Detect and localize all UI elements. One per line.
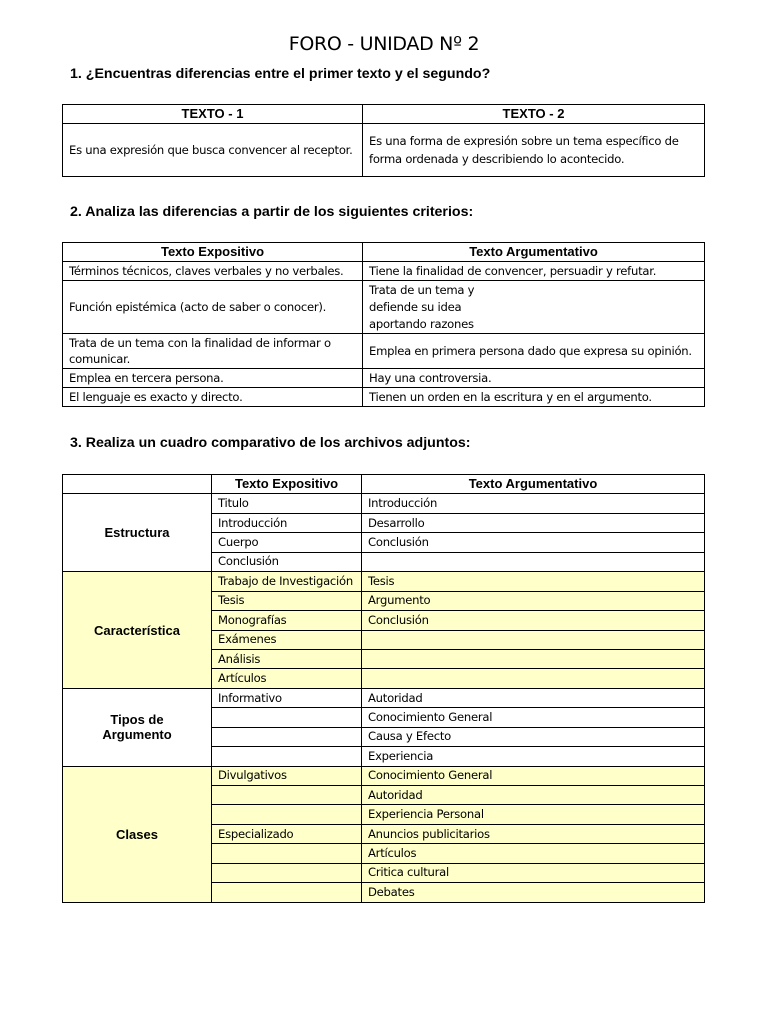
table-cell: Debates bbox=[362, 883, 705, 902]
table-cell: Es una forma de expresión sobre un tema específico de forma ordenada y describiendo lo acontecido. bbox=[363, 124, 705, 177]
table-texto1-vs-texto2 bbox=[62, 104, 705, 177]
table-cell: Trata de un tema y defiende su idea aportando razones bbox=[363, 281, 705, 334]
table-row bbox=[63, 572, 705, 591]
table-cell bbox=[212, 747, 362, 766]
table-cell: Causa y Efecto bbox=[362, 727, 705, 746]
table-cell: Autoridad bbox=[362, 688, 705, 707]
table-cell bbox=[362, 669, 705, 688]
table-cell: Tienen un orden en la escritura y en el argumento. bbox=[363, 388, 705, 407]
table-cuadro-comparativo bbox=[62, 474, 705, 903]
table-cell: Hay una controversia. bbox=[363, 369, 705, 388]
table-header: Texto Expositivo bbox=[63, 243, 363, 262]
table-cell: Cuerpo bbox=[212, 533, 362, 552]
table-cell: Conclusión bbox=[362, 611, 705, 630]
table-cell: Experiencia bbox=[362, 747, 705, 766]
page-title: FORO - UNIDAD Nº 2 bbox=[288, 33, 480, 55]
table-cell: Conocimiento General bbox=[362, 766, 705, 785]
table-header: Texto Expositivo bbox=[212, 475, 362, 494]
table-row bbox=[63, 388, 705, 407]
table-cell: Emplea en tercera persona. bbox=[63, 369, 363, 388]
table-header: Texto Argumentativo bbox=[363, 243, 705, 262]
table-cell bbox=[212, 863, 362, 882]
table-cell: Emplea en primera persona dado que expresa su opinión. bbox=[363, 334, 705, 369]
table-cell: Términos técnicos, claves verbales y no verbales. bbox=[63, 262, 363, 281]
table-cell bbox=[362, 649, 705, 668]
table-cell: Es una expresión que busca convencer al receptor. bbox=[63, 124, 363, 177]
table-cell bbox=[212, 727, 362, 746]
table-cell: Tiene la finalidad de convencer, persuadir y refutar. bbox=[363, 262, 705, 281]
table-cell: Conocimiento General bbox=[362, 708, 705, 727]
table-cell bbox=[212, 844, 362, 863]
table-row bbox=[63, 334, 705, 369]
question-2: 2. Analiza las diferencias a partir de los siguientes criterios: bbox=[70, 204, 474, 220]
table-cell: Tesis bbox=[212, 591, 362, 610]
table-cell: Experiencia Personal bbox=[362, 805, 705, 824]
table-cell: Conclusión bbox=[362, 533, 705, 552]
table-cell: Trabajo de Investigación bbox=[212, 572, 362, 591]
table-header: TEXTO - 1 bbox=[63, 105, 363, 124]
table-row bbox=[63, 688, 705, 707]
table-cell: Desarrollo bbox=[362, 513, 705, 532]
table-cell: Artículos bbox=[212, 669, 362, 688]
table-row bbox=[63, 124, 705, 177]
table-header: TEXTO - 2 bbox=[363, 105, 705, 124]
table-cell: Trata de un tema con la finalidad de informar o comunicar. bbox=[63, 334, 363, 369]
table-cell: El lenguaje es exacto y directo. bbox=[63, 388, 363, 407]
table-cell: Función epistémica (acto de saber o conocer). bbox=[63, 281, 363, 334]
table-cell: Argumento bbox=[362, 591, 705, 610]
table-row bbox=[63, 766, 705, 785]
table-header-empty bbox=[63, 475, 212, 494]
table-cell: Introducción bbox=[362, 494, 705, 513]
table-row bbox=[63, 494, 705, 513]
table-cell: Conclusión bbox=[212, 552, 362, 571]
row-group-label: Característica bbox=[63, 572, 212, 689]
table-row bbox=[63, 369, 705, 388]
table-cell: Tesis bbox=[362, 572, 705, 591]
table-cell: Divulgativos bbox=[212, 766, 362, 785]
question-1: 1. ¿Encuentras diferencias entre el primer texto y el segundo? bbox=[70, 66, 491, 82]
table-cell: Artículos bbox=[362, 844, 705, 863]
table-cell: Titulo bbox=[212, 494, 362, 513]
table-row bbox=[63, 262, 705, 281]
question-3: 3. Realiza un cuadro comparativo de los archivos adjuntos: bbox=[70, 435, 471, 451]
table-cell: Informativo bbox=[212, 688, 362, 707]
table-cell bbox=[212, 786, 362, 805]
table-criterios bbox=[62, 242, 705, 407]
table-cell bbox=[362, 630, 705, 649]
table-cell: Autoridad bbox=[362, 786, 705, 805]
table-cell: Exámenes bbox=[212, 630, 362, 649]
table-cell: Introducción bbox=[212, 513, 362, 532]
table-cell: Anuncios publicitarios bbox=[362, 824, 705, 843]
table-header: Texto Argumentativo bbox=[362, 475, 705, 494]
row-group-label: Tipos de Argumento bbox=[63, 688, 212, 766]
table-cell: Critica cultural bbox=[362, 863, 705, 882]
table-cell: Monografías bbox=[212, 611, 362, 630]
table-cell bbox=[212, 883, 362, 902]
row-group-label: Clases bbox=[63, 766, 212, 902]
table-cell: Especializado bbox=[212, 824, 362, 843]
table-cell bbox=[212, 708, 362, 727]
table-cell: Análisis bbox=[212, 649, 362, 668]
table-cell bbox=[212, 805, 362, 824]
table-row bbox=[63, 281, 705, 334]
table-header-row bbox=[63, 475, 705, 494]
row-group-label: Estructura bbox=[63, 494, 212, 572]
table-cell bbox=[362, 552, 705, 571]
